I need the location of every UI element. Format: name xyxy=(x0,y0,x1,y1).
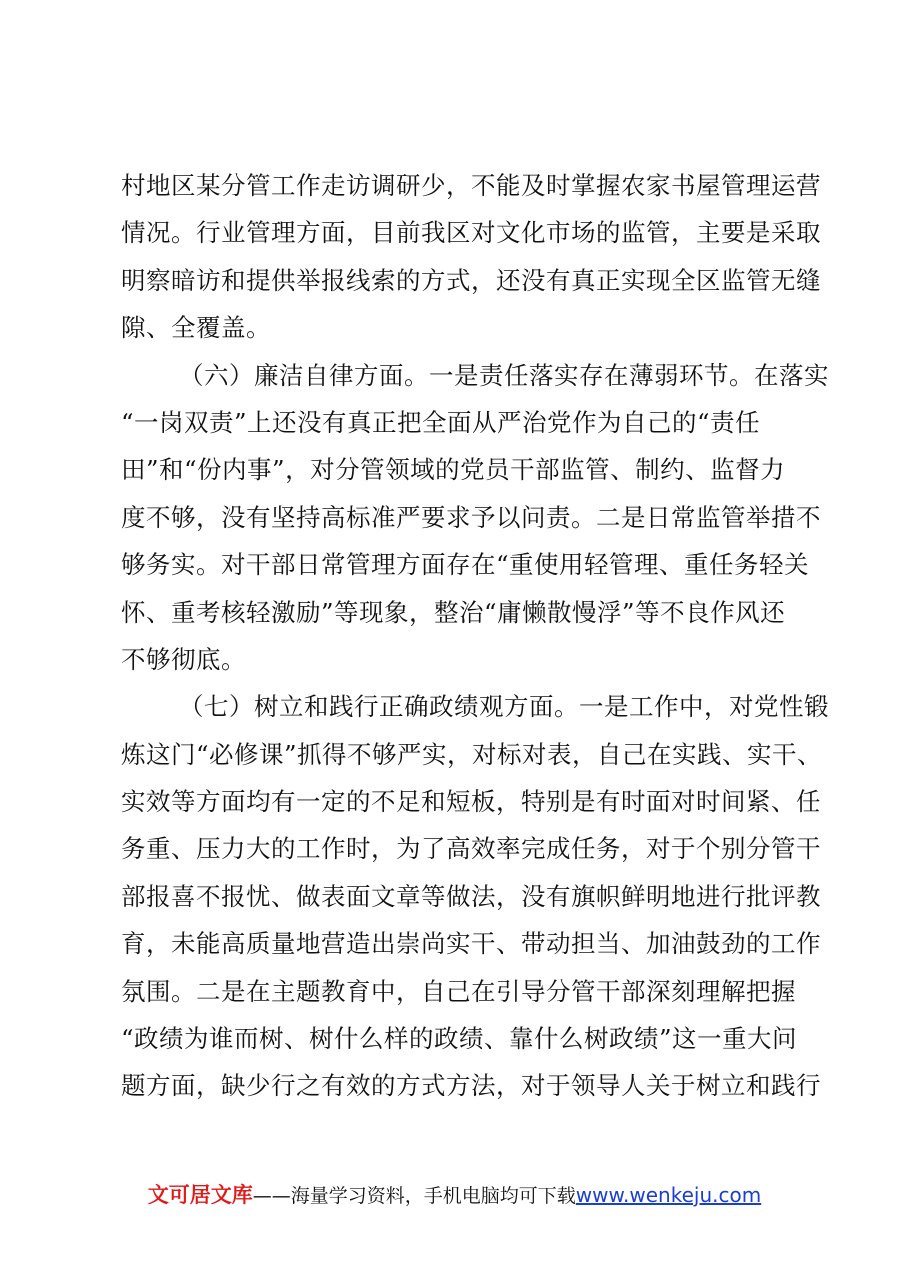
text-line: 村地区某分管工作走访调研少，不能及时掌握农家书屋管理运营 xyxy=(121,171,821,200)
page-footer xyxy=(0,1180,909,1211)
paragraph-seven-heading-line: （七）树立和践行正确政绩观方面。一是工作中，对党性锻 xyxy=(179,692,829,722)
text-line: “政绩为谁而树、树什么样的政绩、靠什么树政绩”这一重大问 xyxy=(121,1024,798,1054)
text-line: “一岗双责”上还没有真正把全面从严治党作为自己的“责任 xyxy=(121,407,761,437)
text-line: 务重、压力大的工作时，为了高效率完成任务，对于个别分管干 xyxy=(121,834,821,864)
text-line: 实效等方面均有一定的不足和短板，特别是有时面对时间紧、任 xyxy=(121,787,821,817)
text-line: 够务实。对干部日常管理方面存在“重使用轻管理、重任务轻关 xyxy=(121,550,810,580)
footer-brand: 文可居文库 xyxy=(147,1183,253,1207)
footer-website-link[interactable]: www.wenkeju.com xyxy=(575,1183,762,1207)
text-line: 怀、重考核轻激励”等现象，整治“庸懒散慢浮”等不良作风还 xyxy=(121,597,786,627)
document-body xyxy=(121,162,829,1110)
text-line: 隙、全覆盖。 xyxy=(121,313,271,343)
text-line: 育，未能高质量地营造出崇尚实干、带动担当、加油鼓劲的工作 xyxy=(121,929,821,959)
text-line: 部报喜不报忧、做表面文章等做法，没有旗帜鲜明地进行批评教 xyxy=(121,881,821,911)
text-line: 氛围。二是在主题教育中，自己在引导分管干部深刻理解把握 xyxy=(121,976,796,1006)
text-line: 炼这门“必修课”抓得不够严实，对标对表，自己在实践、实干、 xyxy=(121,739,823,769)
text-line: 题方面，缺少行之有效的方式方法，对于领导人关于树立和践行 xyxy=(121,1071,821,1101)
text-line: 不够彻底。 xyxy=(121,644,246,674)
text-line: 情况。行业管理方面，目前我区对文化市场的监管，主要是采取 xyxy=(121,218,821,248)
paragraph-six-heading-line: （六）廉洁自律方面。一是责任落实存在薄弱环节。在落实 xyxy=(179,360,829,390)
text-line: 明察暗访和提供举报线索的方式，还没有真正实现全区监管无缝 xyxy=(121,265,821,295)
footer-tagline: ——海量学习资料，手机电脑均可下载 xyxy=(252,1185,576,1207)
text-line: 度不够，没有坚持高标准严要求予以问责。二是日常监管举措不 xyxy=(121,502,821,532)
text-line: 田”和“份内事”，对分管领域的党员干部监管、制约、监督力 xyxy=(121,455,786,485)
